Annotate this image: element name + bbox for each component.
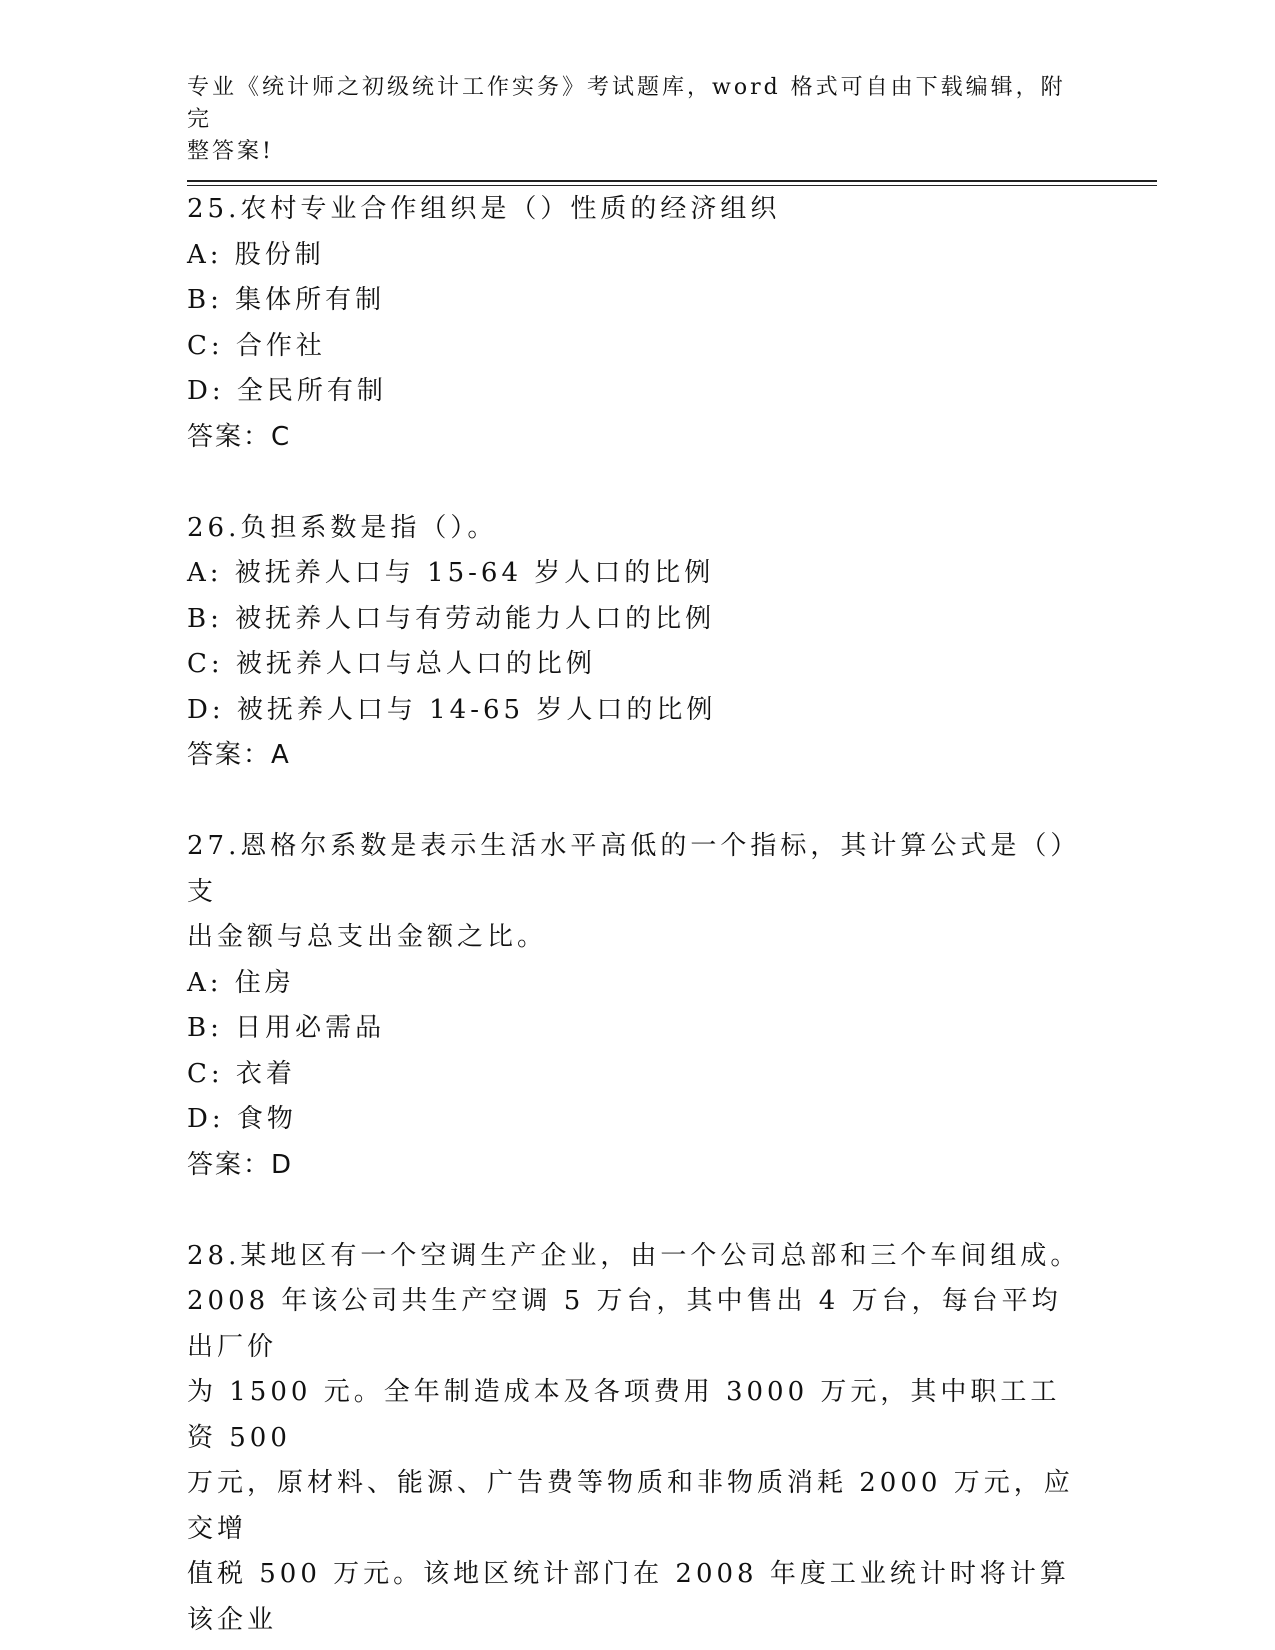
question-text: 25.农村专业合作组织是（）性质的经济组织 — [187, 194, 781, 224]
option-d: D: 全民所有制 — [187, 376, 387, 406]
question-text-line-4: 万元，原材料、能源、广告费等物质和非物质消耗 2000 万元，应交增 — [187, 1468, 1074, 1544]
header-divider-thin — [187, 185, 1157, 186]
question-27 — [187, 824, 1087, 1188]
question-text-line-5: 值税 500 万元。该地区统计部门在 2008 年度工业统计时将计算该企业 — [187, 1559, 1070, 1635]
question-25 — [187, 187, 1087, 460]
header-divider-thick — [187, 180, 1157, 182]
document-header — [187, 72, 1067, 168]
question-26 — [187, 506, 1087, 779]
option-c: C: 被抚养人口与总人口的比例 — [187, 649, 596, 679]
option-c: C: 合作社 — [187, 330, 326, 361]
question-text-line-1: 28.某地区有一个空调生产企业，由一个公司总部和三个车间组成。 — [187, 1240, 1081, 1271]
header-line-2: 整答案! — [187, 139, 274, 164]
question-text-line-1: 27.恩格尔系数是表示生活水平高低的一个指标，其计算公式是（）支 — [187, 831, 1081, 907]
answer-line: 答案：A — [187, 740, 291, 770]
option-a: A: 住房 — [187, 967, 295, 998]
option-a: A: 被抚养人口与 15-64 岁人口的比例 — [187, 558, 715, 588]
option-b: B: 被抚养人口与有劳动能力人口的比例 — [187, 603, 716, 634]
option-a: A: 股份制 — [187, 239, 325, 270]
option-b: B: 集体所有制 — [187, 285, 386, 315]
question-28 — [187, 1234, 1087, 1644]
option-c: C: 衣着 — [187, 1058, 296, 1089]
question-list — [187, 187, 1087, 1643]
option-d: D: 食物 — [187, 1104, 297, 1134]
question-text-line-2: 2008 年该公司共生产空调 5 万台，其中售出 4 万台，每台平均出厂价 — [187, 1286, 1062, 1362]
answer-line: 答案：C — [187, 421, 292, 452]
question-text-line-2: 出金额与总支出金额之比。 — [187, 922, 548, 952]
option-b: B: 日用必需品 — [187, 1013, 386, 1043]
question-text-line-3: 为 1500 元。全年制造成本及各项费用 3000 万元，其中职工工资 500 — [187, 1377, 1061, 1453]
option-d: D: 被抚养人口与 14-65 岁人口的比例 — [187, 694, 717, 725]
answer-line: 答案：D — [187, 1149, 294, 1180]
question-text: 26.负担系数是指（）。 — [187, 512, 498, 543]
header-line-1: 专业《统计师之初级统计工作实务》考试题库，word 格式可自由下载编辑，附完 — [187, 75, 1066, 132]
